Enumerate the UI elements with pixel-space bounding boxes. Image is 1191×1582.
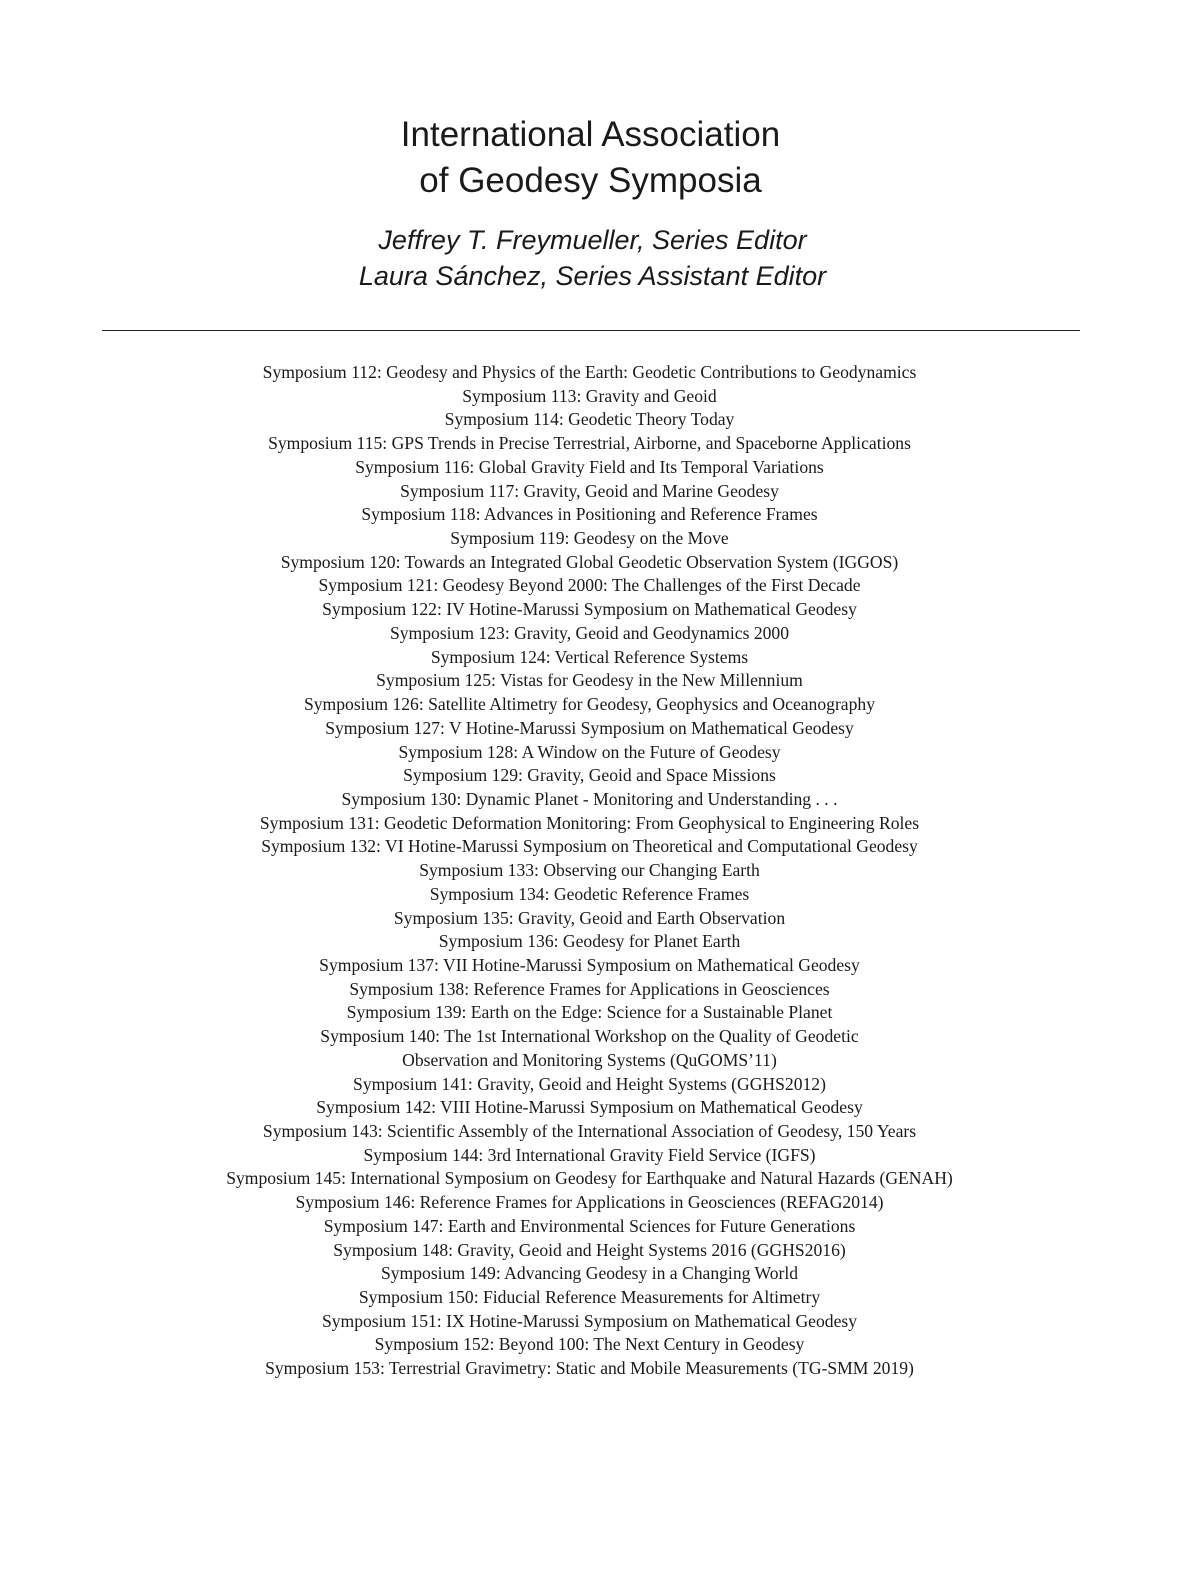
volume-list-item: Symposium 144: 3rd International Gravity Field Service (IGFS) [363, 1144, 816, 1165]
volume-list-item: Symposium 117: Gravity, Geoid and Marine Geodesy [400, 480, 779, 501]
volume-list-item: Symposium 141: Gravity, Geoid and Height Systems (GGHS2012) [353, 1073, 826, 1094]
volume-list-item: Symposium 135: Gravity, Geoid and Earth Observation [393, 907, 786, 928]
volume-list-item: Symposium 142: VIII Hotine-Marussi Symposium on Mathematical Geodesy [316, 1097, 863, 1118]
volume-list-item: Symposium 148: Gravity, Geoid and Height Systems 2016 (GGHS2016) [333, 1239, 846, 1260]
series-title-line-1: International Association [400, 115, 781, 154]
series-editor: Jeffrey T. Freymueller, Series Editor [378, 225, 807, 255]
horizontal-divider [102, 330, 1080, 331]
volume-list-item: Symposium 116: Global Gravity Field and Its Temporal Variations [355, 456, 824, 477]
volume-list-item: Symposium 113: Gravity and Geoid [462, 385, 717, 406]
volume-list-item: Symposium 147: Earth and Environmental Sciences for Future Generations [323, 1215, 856, 1236]
volume-list-item: Symposium 130: Dynamic Planet - Monitoring and Understanding . . . [341, 788, 838, 809]
volume-list-item: Symposium 126: Satellite Altimetry for Geodesy, Geophysics and Oceanography [303, 694, 876, 715]
volume-list-item: Symposium 140: The 1st International Workshop on the Quality of Geodetic [320, 1026, 859, 1047]
volume-list-item: Symposium 133: Observing our Changing Earth [419, 860, 760, 881]
volume-list-item: Symposium 150: Fiducial Reference Measurements for Altimetry [358, 1287, 821, 1308]
volume-list-item: Symposium 136: Geodesy for Planet Earth [438, 931, 741, 952]
volume-list-item: Symposium 146: Reference Frames for Applications in Geosciences (REFAG2014) [295, 1192, 884, 1213]
volume-list-item: Symposium 138: Reference Frames for Applications in Geosciences [349, 978, 830, 999]
volume-list-item: Symposium 132: VI Hotine-Marussi Symposium on Theoretical and Computational Geodesy [261, 836, 918, 857]
volume-list-item: Symposium 127: V Hotine-Marussi Symposium on Mathematical Geodesy [325, 717, 854, 738]
volume-list-item: Symposium 125: Vistas for Geodesy in the New Millennium [376, 670, 803, 691]
volume-list-item: Symposium 119: Geodesy on the Move [450, 528, 729, 549]
volume-list-item: Symposium 124: Vertical Reference Systems [430, 646, 749, 667]
volume-list-item: Symposium 115: GPS Trends in Precise Terrestrial, Airborne, and Spaceborne Applications [268, 433, 911, 454]
symposia-volume-list [0, 361, 1185, 1381]
volume-list-item: Symposium 137: VII Hotine-Marussi Symposium on Mathematical Geodesy [319, 954, 860, 975]
volume-list-item: Symposium 131: Geodetic Deformation Monitoring: From Geophysical to Engineering Roles [259, 812, 920, 833]
volume-list-item: Symposium 153: Terrestrial Gravimetry: Static and Mobile Measurements (TG-SMM 2019) [265, 1358, 914, 1379]
volume-list-item: Symposium 152: Beyond 100: The Next Century in Geodesy [374, 1334, 805, 1355]
volume-list-item: Symposium 134: Geodetic Reference Frames [429, 883, 750, 904]
volume-list-item: Symposium 128: A Window on the Future of Geodesy [398, 741, 781, 762]
volume-list-item: Observation and Monitoring Systems (QuGOMS’11) [402, 1049, 777, 1070]
volume-list-item: Symposium 139: Earth on the Edge: Science for a Sustainable Planet [346, 1002, 833, 1023]
series-editors [0, 222, 1188, 294]
volume-list-item: Symposium 118: Advances in Positioning and Reference Frames [361, 504, 818, 525]
series-assistant-editor: Laura Sánchez, Series Assistant Editor [358, 261, 827, 291]
volume-list-item: Symposium 151: IX Hotine-Marussi Symposium on Mathematical Geodesy [321, 1310, 858, 1331]
volume-list-item: Symposium 149: Advancing Geodesy in a Changing World [380, 1263, 799, 1284]
volume-list-item: Symposium 121: Geodesy Beyond 2000: The Challenges of the First Decade [318, 575, 861, 596]
volume-list-item: Symposium 123: Gravity, Geoid and Geodynamics 2000 [389, 622, 790, 643]
volume-list-item: Symposium 129: Gravity, Geoid and Space Missions [403, 765, 776, 786]
volume-list-item: Symposium 112: Geodesy and Physics of the Earth: Geodetic Contributions to Geodynamics [262, 362, 917, 382]
volume-list-item: Symposium 120: Towards an Integrated Global Geodetic Observation System (IGGOS) [280, 551, 899, 572]
series-title-line-2: of Geodesy Symposia [419, 161, 762, 200]
series-title [0, 112, 1186, 204]
volume-list-item: Symposium 143: Scientific Assembly of the International Association of Geodesy, 150 Years [262, 1121, 917, 1141]
volume-list-item: Symposium 145: International Symposium on Geodesy for Earthquake and Natural Hazards (GENAH) [226, 1168, 953, 1189]
volume-list-item: Symposium 114: Geodetic Theory Today [444, 409, 735, 430]
volume-list-item: Symposium 122: IV Hotine-Marussi Symposium on Mathematical Geodesy [322, 599, 857, 620]
